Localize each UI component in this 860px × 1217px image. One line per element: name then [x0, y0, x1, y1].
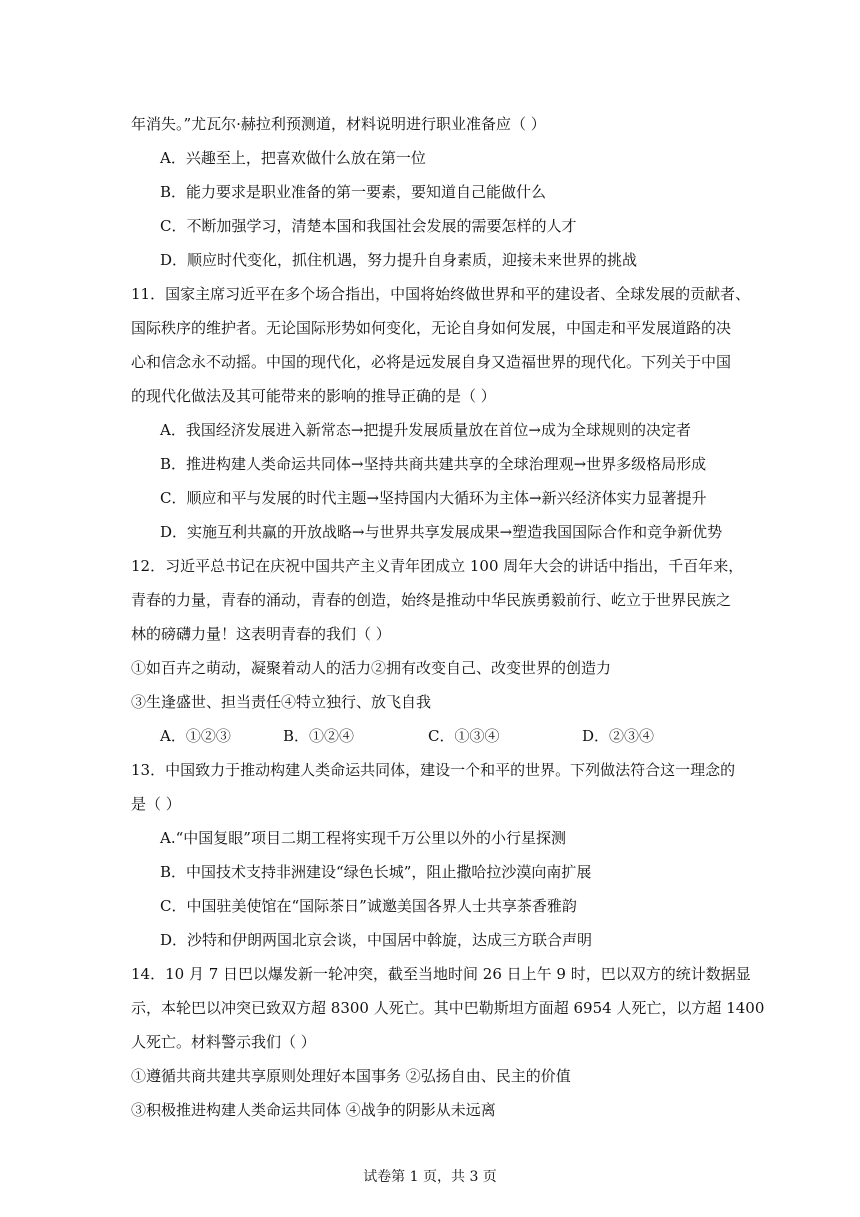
- q14-stem-line: 人死亡。材料警示我们（ ）: [131, 1033, 316, 1051]
- q11-stem-line: 的现代化做法及其可能带来的影响的推导正确的是（ ）: [131, 387, 496, 405]
- q13-option-c: C．中国驻美使馆在“国际茶日”诚邀美国各界人士共享茶香雅韵: [160, 897, 577, 915]
- q10-option-b: B．能力要求是职业准备的第一要素，要知道自己能做什么: [160, 183, 547, 201]
- q10-option-d: D．顺应时代变化，抓住机遇，努力提升自身素质，迎接未来世界的挑战: [160, 251, 638, 269]
- q10-option-c: C．不断加强学习，清楚本国和我国社会发展的需要怎样的人才: [160, 217, 577, 235]
- q12-choice-c: C．①③④: [428, 727, 500, 745]
- q13-stem-line: 13．中国致力于推动构建人类命运共同体，建设一个和平的世界。下列做法符合这一理念的: [131, 761, 736, 779]
- q12-stem-line: 林的磅礴力量！这表明青春的我们（ ）: [131, 625, 391, 643]
- q14-stem-line: 示，本轮巴以冲突已致双方超 8300 人死亡。其中巴勒斯坦方面超 6954 人死亡，以方超 1400: [131, 999, 765, 1017]
- q13-option-a: A.“中国复眼”项目二期工程将实现千万公里以外的小行星探测: [160, 829, 566, 847]
- q14-statements-line: ①遵循共商共建共享原则处理好本国事务 ②弘扬自由、民主的价值: [131, 1067, 571, 1085]
- q12-statements-line: ①如百卉之萌动，凝聚着动人的活力②拥有改变自己、改变世界的创造力: [131, 659, 612, 677]
- q12-statements-line: ③生逢盛世、担当责任④特立独行、放飞自我: [131, 693, 432, 711]
- q11-stem-line: 国际秩序的维护者。无论国际形势如何变化，无论自身如何发展，中国走和平发展道路的决: [131, 319, 732, 337]
- q13-option-b: B．中国技术支持非洲建设“绿色长城”，阻止撒哈拉沙漠向南扩展: [160, 863, 592, 881]
- q13-stem-line: 是（ ）: [131, 795, 181, 813]
- q11-stem-line: 11．国家主席习近平在多个场合指出，中国将始终做世界和平的建设者、全球发展的贡献者、: [131, 285, 751, 303]
- q12-choice-b: B．①②④: [283, 727, 355, 745]
- q11-option-b: B．推进构建人类命运共同体→坚持共商共建共享的全球治理观→世界多级格局形成: [160, 455, 707, 473]
- q11-option-a: A．我国经济发展进入新常态→把提升发展质量放在首位→成为全球规则的决定者: [160, 421, 691, 439]
- q12-stem-line: 青春的力量，青春的涌动，青春的创造，始终是推动中华民族勇毅前行、屹立于世界民族之: [131, 591, 732, 609]
- q13-option-d: D．沙特和伊朗两国北京会谈，中国居中斡旋，达成三方联合声明: [160, 931, 593, 949]
- q11-stem-line: 心和信念永不动摇。中国的现代化，必将是远发展自身又造福世界的现代化。下列关于中国: [131, 353, 732, 371]
- q12-stem-line: 12．习近平总书记在庆祝中国共产主义青年团成立 100 周年大会的讲话中指出，千百年来，: [131, 557, 744, 575]
- q12-choice-d: D．②③④: [582, 727, 655, 745]
- q14-stem-line: 14．10 月 7 日巴以爆发新一轮冲突，截至当地时间 26 日上午 9 时，巴以双方的统计数据显: [131, 965, 751, 983]
- q10-stem-tail: 年消失。”尤瓦尔·赫拉利预测道，材料说明进行职业准备应（ ）: [131, 115, 546, 133]
- q10-option-a: A．兴趣至上，把喜欢做什么放在第一位: [160, 149, 426, 167]
- q11-option-c: C．顺应和平与发展的时代主题→坚持国内大循环为主体→新兴经济体实力显著提升: [160, 489, 707, 507]
- q11-option-d: D．实施互利共赢的开放战略→与世界共享发展成果→塑造我国国际合作和竞争新优势: [160, 523, 723, 541]
- q12-choice-a: A．①②③: [160, 727, 231, 745]
- q14-statements-line: ③积极推进构建人类命运共同体 ④战争的阴影从未远离: [131, 1101, 496, 1119]
- page-footer: 试卷第 1 页，共 3 页: [363, 1169, 497, 1185]
